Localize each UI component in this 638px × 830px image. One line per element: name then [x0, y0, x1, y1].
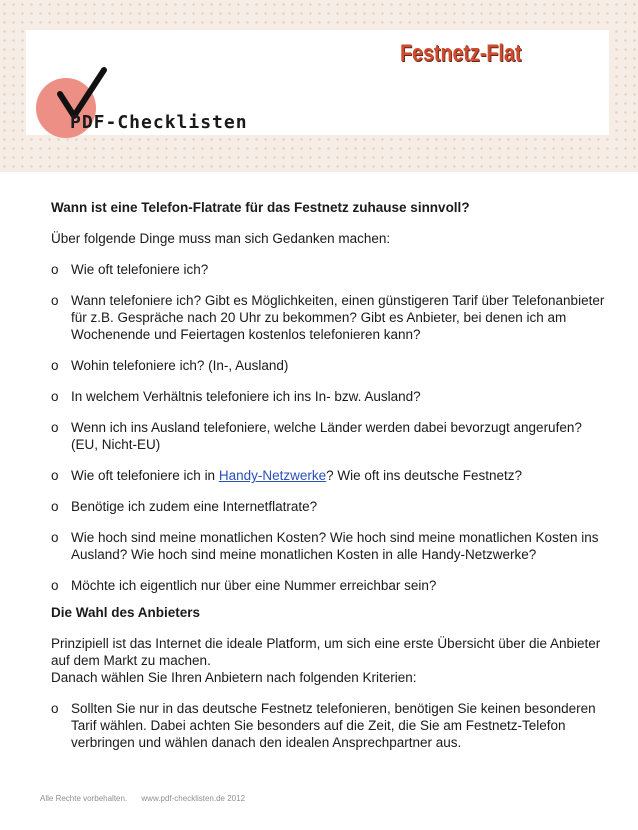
list-item-text: Wohin telefoniere ich? (In-, Ausland) [71, 358, 289, 373]
intro-paragraph: Über folgende Dinge muss man sich Gedanken machen: [51, 231, 391, 246]
logo-text: PDF-Checklisten [70, 112, 248, 133]
bullet: o [51, 468, 59, 483]
list-item [51, 529, 611, 563]
list-item-text: In welchem Verhältnis telefoniere ich ins In- bzw. Ausland? [71, 389, 421, 404]
section-paragraph [51, 635, 611, 686]
list-item [51, 700, 611, 751]
list-item-text: Möchte ich eigentlich nur über eine Nummer erreichbar sein? [71, 578, 437, 593]
bullet: o [51, 358, 59, 373]
list-item-text: Wenn ich ins Ausland telefoniere, welche Länder werden dabei bevorzugt angerufen? (EU, Nicht-EU) [71, 420, 582, 452]
list-item-text: Wie hoch sind meine monatlichen Kosten? Wie hoch sind meine monatlichen Kosten ins Ausland? Wie hoch sind meine monatlichen Kosten in alle Handy-Netzwerke? [71, 530, 599, 562]
bullet: o [51, 389, 59, 404]
handy-netzwerke-link[interactable]: Handy-Netzwerke [218, 468, 327, 483]
list-item-text: Sollten Sie nur in das deutsche Festnetz telefonieren, benötigen Sie keinen besonderen Tarif wählen. Dabei achten Sie besonders auf die Zeit, die Sie am Festnetz-Telefon verbringen und wählen danach den idealen Ansprechpartner aus. [71, 701, 596, 750]
document-body [51, 199, 611, 765]
section-heading: Wann ist eine Telefon-Flatrate für das Festnetz zuhause sinnvoll? [51, 200, 470, 215]
page-title: Festnetz-Flat [400, 40, 522, 67]
list-item-text [71, 467, 611, 484]
bullet: o [51, 293, 59, 308]
list-item [51, 577, 611, 594]
bullet: o [51, 420, 59, 435]
bullet: o [51, 499, 59, 514]
list-item [51, 357, 611, 374]
list-item-text: Wann telefoniere ich? Gibt es Möglichkeiten, einen günstigeren Tarif über Telefonanbieter für z.B. Gespräche nach 20 Uhr zu bekommen? Gibt es Anbieter, bei denen ich am Wochenende und Feiertagen kostenlos telefonieren kann? [71, 293, 605, 342]
section-heading: Die Wahl des Anbieters [51, 605, 201, 620]
list-item [51, 467, 611, 484]
list-item [51, 261, 611, 278]
paragraph-line: Prinzipiell ist das Internet die ideale Platform, um sich eine erste Übersicht über die Anbieter auf dem Markt zu machen. [51, 636, 601, 668]
list-item [51, 498, 611, 515]
list-item-text: Wie oft telefoniere ich? [71, 262, 209, 277]
list-item-text: Benötige ich zudem eine Internetflatrate? [71, 499, 318, 514]
bullet: o [51, 262, 59, 277]
list-item [51, 388, 611, 405]
bullet: o [51, 530, 59, 545]
footer-rights: Alle Rechte vorbehalten. [40, 794, 128, 803]
list-item-text-after: ? Wie oft ins deutsche Festnetz? [326, 468, 522, 483]
footer-site: www.pdf-checklisten.de 2012 [141, 794, 246, 803]
list-item [51, 419, 611, 453]
list-item [51, 292, 611, 343]
bullet: o [51, 701, 59, 716]
header-banner [0, 0, 638, 172]
footer [40, 794, 257, 803]
paragraph-line: Danach wählen Sie Ihren Anbietern nach folgenden Kriterien: [51, 670, 417, 685]
list-item-text-before: Wie oft telefoniere ich in [71, 468, 219, 483]
bullet: o [51, 578, 59, 593]
